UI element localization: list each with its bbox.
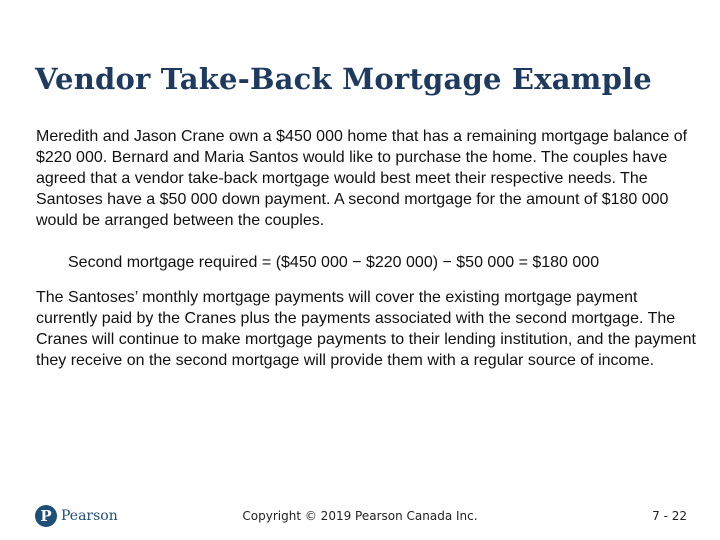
explanation-paragraph: The Santoses’ monthly mortgage payments will cover the existing mortgage payment currently paid by the Cranes plus the payments associated with the second mortgage. The Cranes will continue to make mortgage payments to their lending institution, and the payment they receive on the second mortgage will provide them with a regular source of income. bbox=[36, 289, 696, 369]
page-number: 7 - 22 bbox=[652, 509, 687, 523]
pearson-icon: P bbox=[35, 505, 57, 527]
copyright-notice: Copyright © 2019 Pearson Canada Inc. bbox=[242, 509, 478, 523]
slide-title: Vendor Take-Back Mortgage Example bbox=[35, 62, 652, 96]
intro-paragraph: Meredith and Jason Crane own a $450 000 home that has a remaining mortgage balance of $220 000. Bernard and Maria Santos would like to purchase the home. The couples have agreed that a vendor take-back mortgage would best meet their respective needs. The Santoses have a $50 000 down payment. A second mortgage for the amount of $180 000 would be arranged between the couples. bbox=[36, 128, 688, 229]
pearson-wordmark: Pearson bbox=[61, 508, 118, 524]
mortgage-equation: Second mortgage required = ($450 000 − $220 000) − $50 000 = $180 000 bbox=[68, 254, 600, 271]
